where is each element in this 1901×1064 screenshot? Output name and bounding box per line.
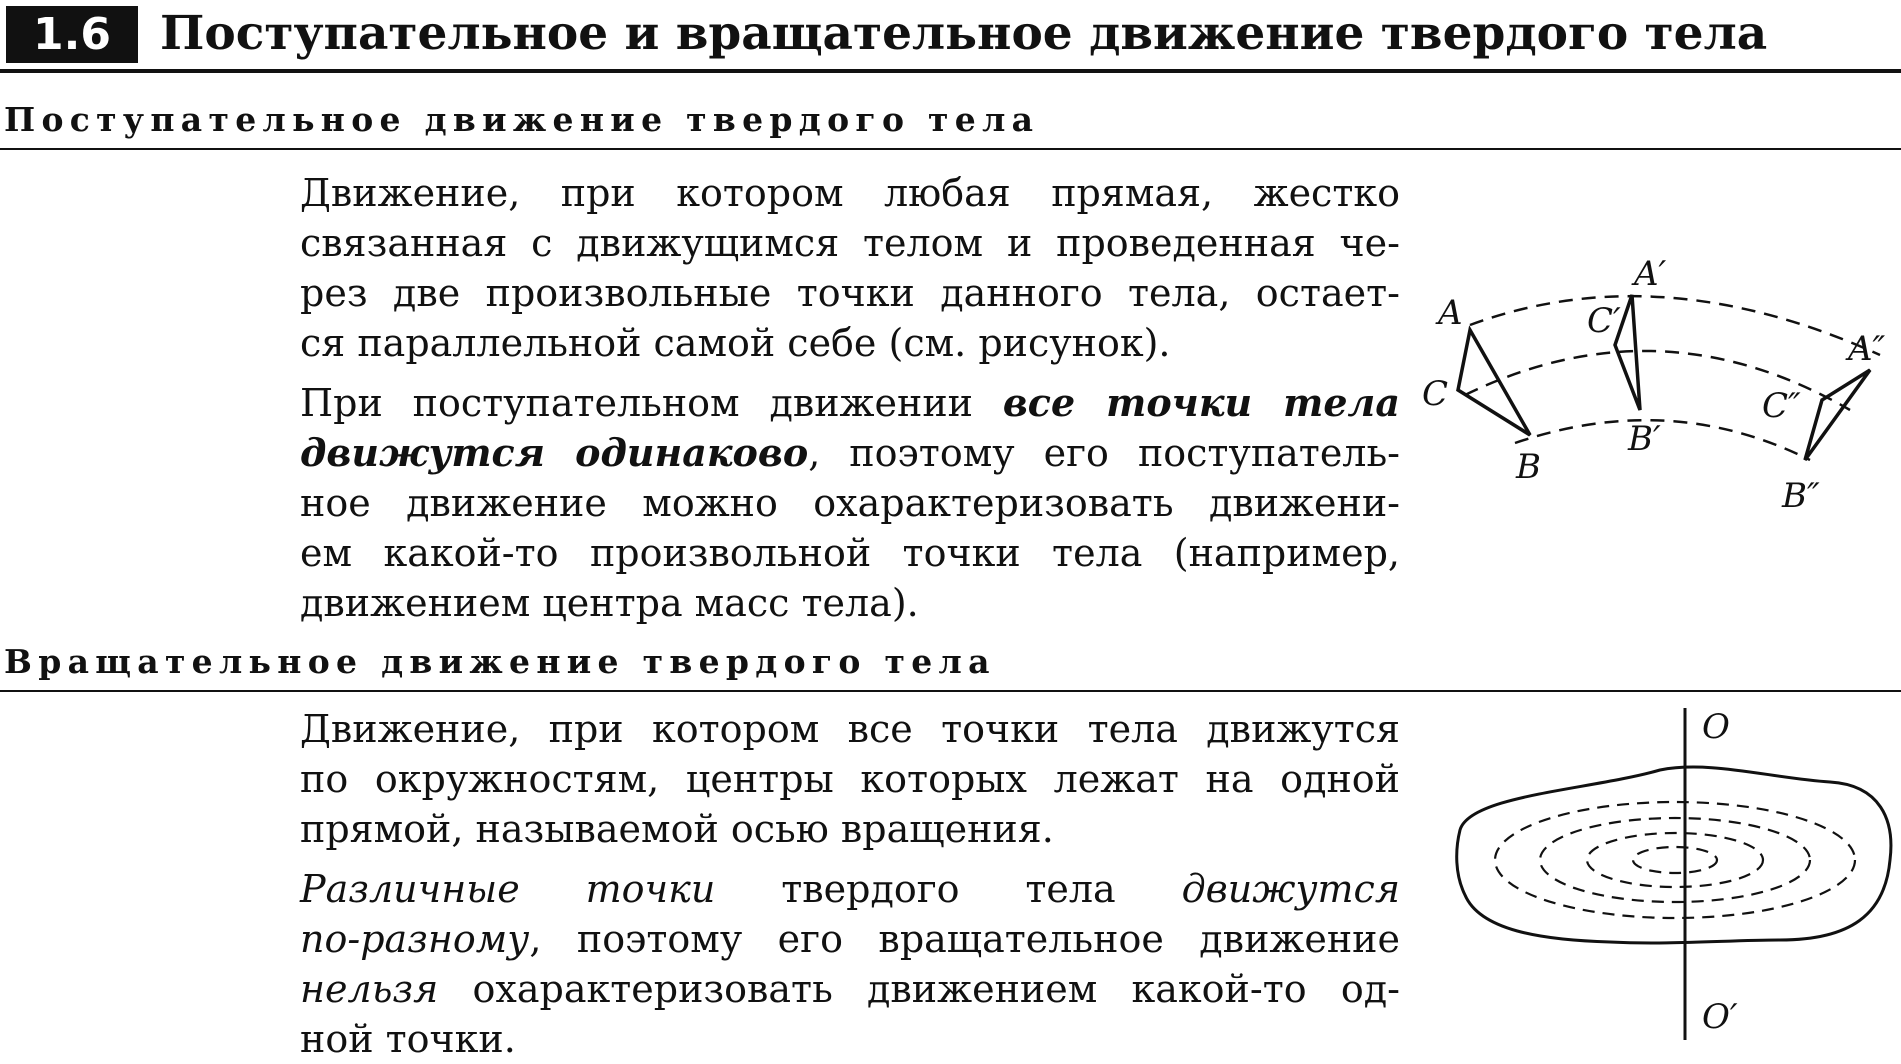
translational-motion-figure <box>1410 245 1901 525</box>
text-line <box>300 428 1400 478</box>
italic-text: нельзя <box>300 967 439 1011</box>
section-number-badge: 1.6 <box>6 6 138 63</box>
rotational-heading-rule <box>0 690 1901 692</box>
rigid-body-outline <box>1457 767 1891 943</box>
text-line: прямой, называемой осью вращения. <box>300 807 1054 851</box>
trajectory-arc-a <box>1470 296 1880 355</box>
text-line: ем какой-то произвольной точки тела (например, <box>300 531 1400 575</box>
text-line: связанная с движущимся телом и проведенная че- <box>300 221 1400 265</box>
text-line: по окружностям, центры которых лежат на одной <box>300 757 1400 801</box>
label-c: C <box>1422 374 1449 414</box>
plain-text: , поэтому его поступатель- <box>808 431 1400 475</box>
text-line <box>300 964 1400 1014</box>
label-c-prime: C′ <box>1587 301 1621 341</box>
italic-text: движутся <box>1181 867 1400 911</box>
label-c-double-prime: C″ <box>1762 386 1801 426</box>
emphasis-text: движутся одинаково <box>300 430 809 475</box>
translational-heading-rule <box>0 148 1901 150</box>
translational-explanation <box>300 378 1400 628</box>
plain-text: При поступательном движении <box>300 381 1003 425</box>
rotational-definition <box>300 704 1400 854</box>
rotational-explanation <box>300 864 1400 1064</box>
trajectory-arc-b <box>1515 420 1810 460</box>
plain-text: твердого тела <box>715 867 1182 911</box>
text-line: ся параллельной самой себе (см. рисунок). <box>300 321 1171 365</box>
text-line: движением центра масс тела). <box>300 581 919 625</box>
text-line <box>300 864 1400 914</box>
italic-text: по-разному <box>300 917 530 961</box>
label-a: A <box>1438 293 1463 333</box>
text-line: Движение, при котором все точки тела движутся <box>300 707 1400 751</box>
label-axis-bottom: O′ <box>1702 997 1738 1037</box>
text-line <box>300 378 1400 428</box>
emphasis-text: все точки тела <box>1002 380 1400 425</box>
circular-path-middle <box>1540 818 1810 902</box>
label-a-prime: A′ <box>1634 254 1667 294</box>
circular-path-outer <box>1495 802 1855 918</box>
text-line: ной точки. <box>300 1017 516 1061</box>
label-a-double-prime: A″ <box>1848 329 1886 369</box>
text-line: ное движение можно охарактеризовать движени- <box>300 481 1400 525</box>
translational-definition <box>300 168 1400 368</box>
text-line: рез две произвольные точки данного тела, остает- <box>300 271 1400 315</box>
translational-heading: Поступательное движение твердого тела <box>4 100 1040 139</box>
plain-text: охарактеризовать движением какой-то од- <box>438 967 1400 1011</box>
rotational-motion-figure <box>1440 700 1901 1045</box>
label-b-prime: B′ <box>1628 419 1661 459</box>
circular-path-innermost <box>1633 847 1717 873</box>
circular-path-inner <box>1587 833 1763 887</box>
triangle-abc-double-prime <box>1805 370 1870 460</box>
italic-text: Различные точки <box>300 867 716 911</box>
title-rule <box>0 69 1901 73</box>
plain-text: , поэтому его вращательное движение <box>529 917 1400 961</box>
text-line: Движение, при котором любая прямая, жестко <box>300 171 1400 215</box>
label-b: B <box>1516 447 1541 487</box>
label-b-double-prime: B″ <box>1782 476 1820 516</box>
label-axis-top: O <box>1702 707 1730 747</box>
page-title: Поступательное и вращательное движение твердого тела <box>160 6 1768 61</box>
rotational-heading: Вращательное движение твердого тела <box>4 642 996 681</box>
text-line <box>300 914 1400 964</box>
